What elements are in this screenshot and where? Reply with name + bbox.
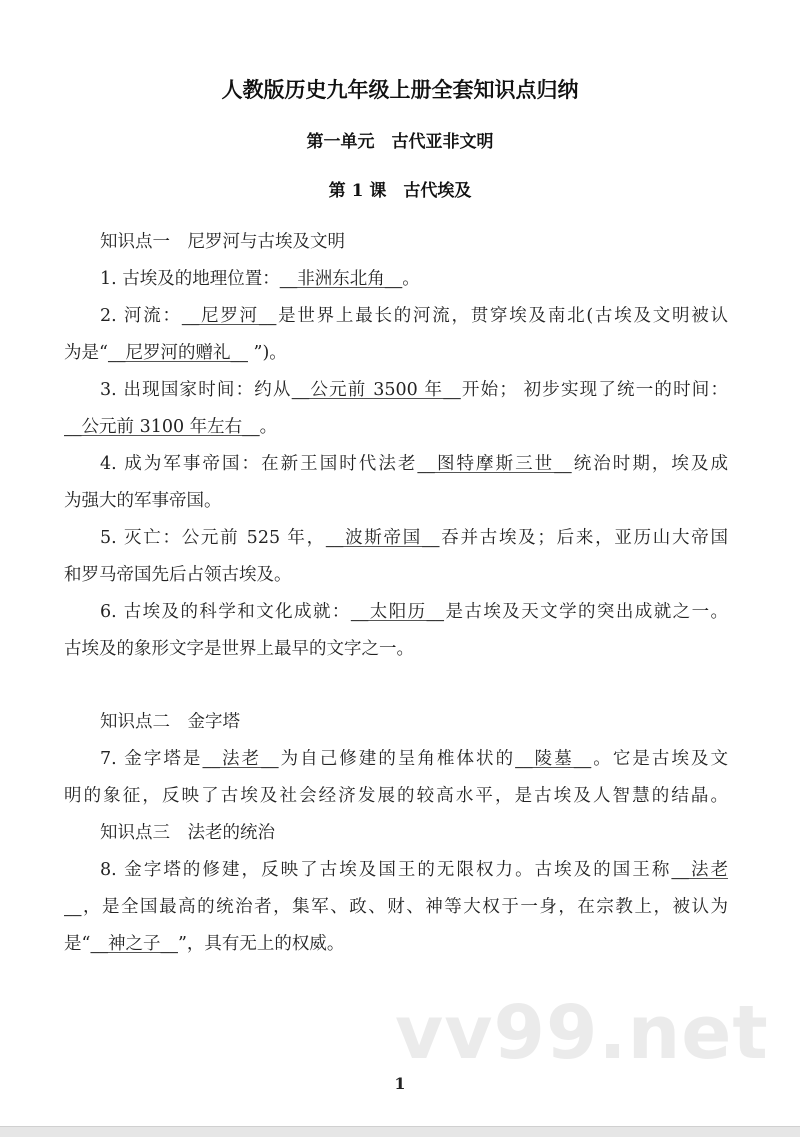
- text-line: [64, 224, 728, 261]
- lesson-heading: 第 1 课 古代埃及: [328, 181, 472, 201]
- fill-in-answer: __神之子__: [90, 934, 178, 954]
- text-line: [64, 335, 728, 372]
- text-segment: 。: [402, 269, 420, 289]
- text-segment: 为强大的军事帝国。: [64, 491, 222, 511]
- text-line: [64, 298, 728, 335]
- text-line: [64, 778, 728, 815]
- text-segment: 2. 河流：: [100, 306, 182, 326]
- text-line: [64, 594, 728, 631]
- fill-in-answer: __法老__: [202, 749, 279, 769]
- fill-in-answer: __图特摩斯三世__: [417, 454, 572, 474]
- fill-in-answer: __尼罗河__: [181, 306, 277, 326]
- fill-in-answer: __: [64, 897, 82, 917]
- text-segment: 7. 金字塔是: [100, 749, 203, 769]
- text-segment: 为是“: [64, 343, 108, 363]
- document-title: 人教版历史九年级上册全套知识点归纳: [221, 77, 579, 102]
- fill-in-answer: __法老: [671, 860, 729, 880]
- fill-in-answer: __波斯帝国__: [325, 528, 440, 548]
- fill-in-answer: __非洲东北角__: [279, 269, 403, 289]
- document-body: [64, 224, 728, 963]
- text-segment: 知识点一 尼罗河与古埃及文明: [100, 232, 345, 252]
- fill-in-answer: __尼罗河的赠礼__: [107, 343, 248, 363]
- fill-in-answer: __太阳历__: [350, 602, 445, 622]
- text-segment: 3. 出现国家时间：约从: [100, 380, 292, 400]
- text-segment: 4. 成为军事帝国：在新王国时代法老: [100, 454, 418, 474]
- text-line: [64, 446, 728, 483]
- text-line: [64, 889, 728, 926]
- text-segment: 8. 金字塔的修建，反映了古埃及国王的无限权力。古埃及的国王称: [100, 860, 672, 880]
- watermark: vv99.net: [395, 990, 769, 1076]
- text-segment: 是古埃及天文学的突出成就之一。: [444, 602, 728, 622]
- page-bottom-edge: [0, 1126, 800, 1137]
- text-line: [64, 704, 728, 741]
- text-line: [64, 372, 728, 409]
- text-line: [64, 741, 728, 778]
- fill-in-answer: __陵墓__: [515, 749, 592, 769]
- fill-in-answer: __公元前 3500 年__: [291, 380, 461, 400]
- text-segment: 。: [259, 417, 278, 437]
- text-line: [64, 926, 728, 963]
- text-segment: 明的象征，反映了古埃及社会经济发展的较高水平，是古埃及人智慧的结晶。: [64, 786, 728, 806]
- text-segment: 知识点二 金字塔: [100, 712, 240, 732]
- text-segment: 6. 古埃及的科学和文化成就：: [100, 602, 351, 622]
- text-line: [64, 409, 728, 446]
- fill-in-answer: __公元前 3100 年左右__: [64, 417, 260, 437]
- text-segment: 吞并古埃及；后来，亚历山大帝国: [439, 528, 729, 548]
- text-segment: ，是全国最高的统治者，集军、政、财、神等大权于一身，在宗教上，被认为: [81, 897, 728, 917]
- text-line: [64, 557, 728, 594]
- text-segment: 知识点三 法老的统治: [100, 823, 275, 843]
- text-line: [64, 520, 728, 557]
- text-segment: 是世界上最长的河流，贯穿埃及南北(古埃及文明被认: [276, 306, 729, 326]
- text-line: [64, 261, 728, 298]
- text-segment: ”)。: [247, 343, 287, 363]
- text-segment: 5. 灭亡：公元前 525 年，: [100, 528, 326, 548]
- text-segment: 开始； 初步实现了统一的时间：: [460, 380, 729, 400]
- text-segment: 为自己修建的呈角椎体状的: [278, 749, 516, 769]
- text-line: [64, 852, 728, 889]
- text-line: [64, 483, 728, 520]
- text-segment: 和罗马帝国先后占领古埃及。: [64, 565, 292, 585]
- page-number: 1: [394, 1074, 406, 1093]
- text-line: [64, 815, 728, 852]
- text-segment: 1. 古埃及的地理位置：: [100, 269, 280, 289]
- text-segment: ”，具有无上的权威。: [177, 934, 345, 954]
- text-line: [64, 631, 728, 668]
- text-segment: 统治时期，埃及成: [571, 454, 729, 474]
- text-segment: 古埃及的象形文字是世界上最早的文字之一。: [64, 639, 414, 659]
- text-segment: 。它是古埃及文: [591, 749, 729, 769]
- text-segment: 是“: [64, 934, 91, 954]
- unit-heading: 第一单元 古代亚非文明: [306, 132, 494, 152]
